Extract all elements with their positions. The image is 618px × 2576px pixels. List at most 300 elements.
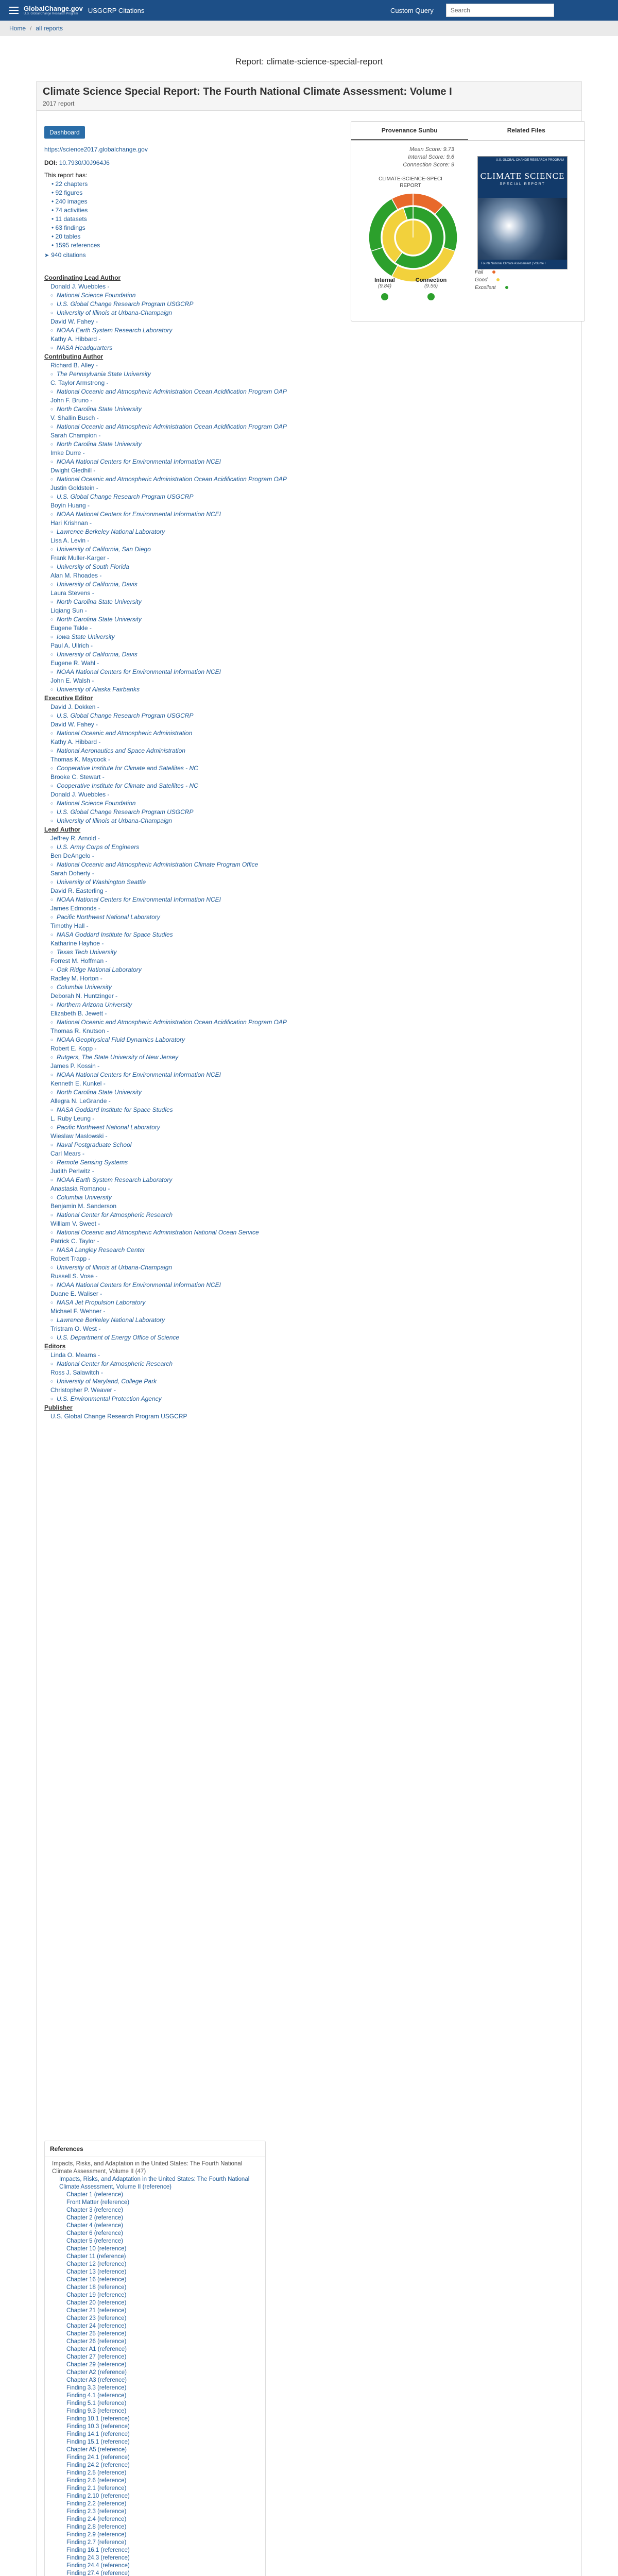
provenance-scores — [374, 146, 454, 169]
reference-item-link[interactable]: Chapter 27 (reference) — [66, 2354, 127, 2360]
reference-item-link[interactable]: Chapter 10 (reference) — [66, 2246, 127, 2252]
breadcrumb-separator: / — [30, 25, 32, 32]
report-stat-link[interactable]: 240 images — [55, 198, 88, 205]
reference-item-link[interactable]: Chapter 2 (reference) — [66, 2215, 123, 2221]
contributor-person — [44, 1097, 302, 1106]
citations-line — [44, 251, 302, 260]
reference-item-link[interactable]: Finding 9.3 (reference) — [66, 2408, 127, 2414]
cover-subtitle: SPECIAL REPORT — [500, 182, 545, 186]
contributor-name-link[interactable]: Justin Goldstein - — [50, 484, 98, 492]
reference-item-link[interactable]: Finding 2.2 (reference) — [66, 2501, 127, 2507]
contributor-name-link[interactable]: David R. Easterling - — [50, 887, 108, 894]
reference-item-link[interactable]: Finding 24.3 (reference) — [66, 2555, 130, 2561]
provenance-sunburst-chart[interactable] — [367, 191, 459, 284]
organization-link[interactable]: ○ U.S. Environmental Protection Agency — [57, 1395, 162, 1402]
contributor-person — [44, 449, 302, 457]
reference-child-link[interactable]: Impacts, Risks, and Adaptation in the United States: The Fourth National Climate Assessment, Volume II (reference) — [59, 2176, 250, 2190]
contributor-name-link[interactable]: Katharine Hayhoe - — [50, 940, 104, 947]
contributor-name-link[interactable]: Robert E. Kopp - — [50, 1045, 97, 1052]
legend-entry — [475, 276, 508, 284]
reference-item-link[interactable]: Chapter A5 (reference) — [66, 2447, 127, 2453]
reference-item-link[interactable]: Chapter A2 (reference) — [66, 2369, 127, 2376]
organization-link[interactable]: ○ NASA Langley Research Center — [57, 1246, 145, 1253]
reference-item-link[interactable]: Finding 2.4 (reference) — [66, 2516, 127, 2522]
contributor-organization — [44, 808, 302, 817]
report-stat-link[interactable]: 63 findings — [55, 224, 85, 231]
cover-org-text: U.S. GLOBAL CHANGE RESEARCH PROGRAM — [495, 159, 564, 162]
doi-label: DOI: — [44, 159, 58, 166]
contributor-name-link[interactable]: Radley M. Horton - — [50, 975, 102, 982]
reference-item-link[interactable]: Chapter 6 (reference) — [66, 2230, 123, 2236]
organization-link[interactable]: ○ National Oceanic and Atmospheric Administration — [57, 730, 193, 737]
cover-earth-image — [478, 198, 567, 260]
contributor-organization — [44, 387, 302, 396]
contributor-person — [44, 720, 302, 729]
contributor-name-link[interactable]: Michael F. Wehner - — [50, 1308, 106, 1315]
report-stat-link[interactable]: 74 activities — [55, 207, 88, 214]
contributor-name-link[interactable]: Eugene R. Wahl - — [50, 659, 99, 667]
reference-item-link[interactable]: Finding 15.1 (reference) — [66, 2439, 130, 2445]
reference-item-link[interactable]: Chapter A3 (reference) — [66, 2377, 127, 2383]
contributor-name-link[interactable]: Duane E. Waliser - — [50, 1290, 102, 1297]
contributor-name-link[interactable]: Jeffrey R. Arnold - — [50, 835, 100, 842]
breadcrumb — [0, 21, 618, 36]
page-title: Report: climate-science-special-report — [235, 57, 383, 66]
reference-item-link[interactable]: Finding 3.3 (reference) — [66, 2385, 127, 2391]
contributor-name-link[interactable]: V. Shallin Busch - — [50, 414, 99, 421]
report-panel — [36, 81, 582, 2576]
contributor-person — [44, 1027, 302, 1036]
contributor-name-link[interactable]: Ben DeAngelo - — [50, 852, 94, 859]
report-stat-item — [52, 232, 302, 241]
contributor-organization — [44, 930, 302, 939]
reference-item-link[interactable]: Finding 10.3 (reference) — [66, 2424, 130, 2430]
breadcrumb-all-reports[interactable]: all reports — [36, 25, 63, 32]
contributor-name-link[interactable]: Liqiang Sun - — [50, 607, 87, 614]
contributor-name-link[interactable]: Frank Muller-Karger - — [50, 554, 110, 562]
contributor-organization — [44, 493, 302, 501]
legend-color-dot — [496, 278, 500, 281]
contributor-name-link[interactable]: Richard B. Alley - — [50, 362, 98, 369]
contributor-person — [44, 414, 302, 422]
reference-item-link[interactable]: Chapter 11 (reference) — [66, 2253, 126, 2260]
reference-item-link[interactable]: Finding 24.2 (reference) — [66, 2462, 130, 2468]
report-stat-item — [52, 224, 302, 232]
organization-link[interactable]: ○ North Carolina State University — [57, 598, 142, 605]
contributor-name-link[interactable]: Ross J. Salawitch - — [50, 1369, 104, 1376]
contributor-person — [44, 1219, 302, 1228]
organization-link[interactable]: ○ NOAA Earth System Research Laboratory — [57, 1176, 173, 1183]
organization-link[interactable]: ○ North Carolina State University — [57, 616, 142, 623]
contributor-organization — [44, 1053, 302, 1062]
contributor-name-link[interactable]: Forrest M. Hoffman - — [50, 957, 108, 964]
contributor-person — [44, 641, 302, 650]
reference-item-link[interactable]: Finding 2.10 (reference) — [66, 2493, 130, 2499]
reference-item-link[interactable]: Finding 24.4 (reference) — [66, 2563, 130, 2569]
cover-title: CLIMATE SCIENCE — [480, 171, 565, 181]
contributor-organization — [44, 1360, 302, 1368]
contributor-name-link[interactable]: Kathy A. Hibbard - — [50, 335, 101, 343]
contributor-name-link[interactable]: Boyin Huang - — [50, 502, 90, 509]
contributor-person — [44, 1114, 302, 1123]
organization-link[interactable]: ○ University of Illinois at Urbana-Champaign — [57, 817, 173, 824]
contributor-person — [44, 1044, 302, 1053]
organization-link[interactable]: ○ NOAA National Centers for Environmental Information NCEI — [57, 668, 221, 675]
organization-link[interactable]: ○ The Pennsylvania State University — [57, 370, 151, 378]
organization-link[interactable]: ○ NASA Jet Propulsion Laboratory — [57, 1299, 146, 1306]
contributor-organization — [44, 764, 302, 773]
reference-item-link[interactable]: Finding 14.1 (reference) — [66, 2431, 130, 2437]
tab-provenance-sunburst[interactable]: Provenance Sunbu — [351, 122, 468, 140]
organization-link[interactable]: ○ National Oceanic and Atmospheric Administration Ocean Acidification Program OAP — [57, 423, 287, 430]
contributor-name-link[interactable]: Linda O. Mearns - — [50, 1351, 100, 1359]
organization-link[interactable]: ○ NOAA National Centers for Environmental Information NCEI — [57, 458, 221, 465]
contributor-name-link[interactable]: Deborah N. Huntzinger - — [50, 992, 118, 999]
organization-link[interactable]: ○ Lawrence Berkeley National Laboratory — [57, 528, 165, 535]
reference-item-link[interactable]: Front Matter (reference) — [66, 2199, 130, 2206]
reference-item-link[interactable]: Chapter 19 (reference) — [66, 2292, 127, 2298]
organization-link[interactable]: ○ Northern Arizona University — [57, 1001, 132, 1008]
reference-item-link[interactable]: Finding 24.1 (reference) — [66, 2454, 130, 2461]
report-stat-link[interactable]: 22 chapters — [55, 180, 88, 188]
contributor-name-link[interactable]: Russell S. Vose - — [50, 1273, 98, 1280]
organization-link[interactable]: ○ NOAA Geophysical Fluid Dynamics Laboratory — [57, 1036, 185, 1043]
contributor-name-link[interactable]: Imke Durre - — [50, 449, 85, 456]
contributor-name-link[interactable]: Donald J. Wuebbles - — [50, 791, 110, 798]
contributor-person — [44, 703, 302, 711]
contributor-name-link[interactable]: C. Taylor Armstrong - — [50, 379, 109, 386]
contributor-person — [44, 939, 302, 948]
legend-entry — [475, 268, 508, 276]
contributor-name-link[interactable]: John E. Walsh - — [50, 677, 94, 684]
organization-link[interactable]: ○ National Center for Atmospheric Research — [57, 1360, 173, 1367]
organization-link[interactable]: ○ University of South Florida — [57, 563, 129, 570]
reference-item-link[interactable]: Chapter A1 (reference) — [66, 2346, 127, 2352]
contributor-person — [44, 904, 302, 913]
citation-icon: ➤ — [44, 252, 49, 259]
organization-link[interactable]: ○ National Aeronautics and Space Administration — [57, 747, 185, 754]
reference-item-link[interactable]: Finding 2.8 (reference) — [66, 2524, 127, 2530]
contributor-person — [44, 676, 302, 685]
contributor-person — [44, 869, 302, 878]
report-stat-item — [52, 180, 302, 189]
report-stat-link[interactable]: 20 tables — [55, 233, 81, 240]
reference-item-link[interactable]: Chapter 29 (reference) — [66, 2362, 127, 2368]
contributor-name-link[interactable]: Sarah Doherty - — [50, 870, 94, 877]
organization-link[interactable]: ○ National Science Foundation — [57, 292, 136, 299]
contributor-organization — [44, 422, 302, 431]
organization-link[interactable]: ○ Pacific Northwest National Laboratory — [57, 1124, 160, 1131]
contributor-organization — [44, 370, 302, 379]
contributor-name-link[interactable]: Patrick C. Taylor - — [50, 1238, 99, 1245]
contributor-person — [44, 335, 302, 344]
contributor-name-link[interactable]: Robert Trapp - — [50, 1255, 91, 1262]
contributor-name-link[interactable]: Dwight Gledhill - — [50, 467, 96, 474]
sunburst-legend — [475, 268, 508, 292]
contributor-name-link[interactable]: Timothy Hall - — [50, 922, 89, 929]
organization-link[interactable]: ○ National Center for Atmospheric Research — [57, 1211, 173, 1218]
reference-item-link[interactable]: Chapter 12 (reference) — [66, 2261, 127, 2267]
contributor-name-link[interactable]: Paul A. Ullrich - — [50, 642, 93, 649]
organization-link[interactable]: ○ NOAA National Centers for Environmental Information NCEI — [57, 896, 221, 903]
report-stat-item — [52, 197, 302, 206]
organization-link[interactable]: ○ National Oceanic and Atmospheric Administration Climate Program Office — [57, 861, 259, 868]
contributor-person — [44, 1307, 302, 1316]
contributor-person — [44, 466, 302, 475]
reference-item-link[interactable]: Chapter 20 (reference) — [66, 2300, 127, 2306]
contributor-name-link[interactable]: Hari Krishnan - — [50, 519, 92, 527]
sunburst-segment-inner[interactable] — [396, 220, 431, 255]
contributor-name-link[interactable]: Brooke C. Stewart - — [50, 773, 105, 781]
contributor-person — [44, 484, 302, 493]
contributor-name-link[interactable]: Thomas R. Knutson - — [50, 1027, 109, 1035]
organization-link[interactable]: ○ NASA Headquarters — [57, 344, 113, 351]
contributor-name-link[interactable]: Kenneth E. Kunkel - — [50, 1080, 106, 1087]
organization-link[interactable]: ○ National Science Foundation — [57, 800, 136, 807]
contributor-organization — [44, 1141, 302, 1149]
contributor-role-heading: Coordinating Lead Author — [44, 274, 121, 281]
organization-link[interactable]: ○ NASA Goddard Institute for Space Studies — [57, 1106, 173, 1113]
globalchange-logo[interactable] — [24, 5, 83, 15]
contributor-name-link[interactable]: Wieslaw Maslowski - — [50, 1132, 108, 1140]
organization-link[interactable]: ○ U.S. Global Change Research Program USGCRP — [57, 712, 194, 719]
organization-link[interactable]: ○ National Oceanic and Atmospheric Administration Ocean Acidification Program OAP — [57, 476, 287, 483]
contributor-person — [44, 1202, 302, 1211]
logo-main-text: GlobalChange.gov — [24, 5, 83, 13]
organization-link[interactable]: ○ NOAA National Centers for Environmental Information NCEI — [57, 1071, 221, 1078]
contributor-name-link[interactable]: Laura Stevens - — [50, 589, 94, 597]
contributor-name-link[interactable]: Carl Mears - — [50, 1150, 85, 1157]
contributor-name-link[interactable]: Elizabeth B. Jewett - — [50, 1010, 107, 1017]
contributor-organization — [44, 799, 302, 808]
contributor-person — [44, 1412, 302, 1421]
contributor-name-link[interactable]: L. Ruby Leung - — [50, 1115, 95, 1122]
reference-item-link[interactable]: Chapter 4 (reference) — [66, 2223, 123, 2229]
contributor-organization — [44, 843, 302, 852]
contributor-organization — [44, 1228, 302, 1237]
reference-list — [59, 2191, 258, 2576]
reference-item-link[interactable]: Finding 5.1 (reference) — [66, 2400, 127, 2406]
contributor-organization — [44, 729, 302, 738]
reference-item-link[interactable]: Chapter 1 (reference) — [66, 2192, 123, 2198]
contributor-organization — [44, 668, 302, 676]
contributor-name-link[interactable]: Allegra N. LeGrande - — [50, 1097, 111, 1105]
contributor-person — [44, 1351, 302, 1360]
contributor-name-link[interactable]: Kathy A. Hibbard - — [50, 738, 101, 745]
organization-link[interactable]: ○ University of California, Davis — [57, 651, 138, 658]
organization-link[interactable]: ○ NASA Goddard Institute for Space Studies — [57, 931, 173, 938]
organization-link[interactable]: ○ National Oceanic and Atmospheric Administration Ocean Acidification Program OAP — [57, 1019, 287, 1026]
contributor-name-link[interactable]: Donald J. Wuebbles - — [50, 283, 110, 290]
mean-score: Mean Score: 9.73 — [409, 146, 454, 152]
organization-link[interactable]: ○ U.S. Global Change Research Program USGCRP — [57, 808, 194, 816]
organization-link[interactable]: ○ University of Maryland, College Park — [57, 1378, 157, 1385]
reference-item-link[interactable]: Chapter 24 (reference) — [66, 2323, 127, 2329]
report-cover-image[interactable] — [477, 156, 568, 269]
organization-link[interactable]: ○ U.S. Global Change Research Program USGCRP — [57, 493, 194, 500]
organization-link[interactable]: ○ University of Washington Seattle — [57, 878, 146, 886]
organization-link[interactable]: ○ University of Illinois at Urbana-Champaign — [57, 1264, 173, 1271]
contributor-person — [44, 1079, 302, 1088]
contributor-organization — [44, 860, 302, 869]
organization-link[interactable]: ○ Lawrence Berkeley National Laboratory — [57, 1316, 165, 1324]
contributor-name-link[interactable]: James Edmonds - — [50, 905, 100, 912]
contributor-name-link[interactable]: David W. Fahey - — [50, 721, 98, 728]
organization-link[interactable]: ○ NOAA Earth System Research Laboratory — [57, 327, 173, 334]
reference-item-link[interactable]: Finding 2.5 (reference) — [66, 2470, 127, 2476]
contributor-organization — [44, 983, 302, 992]
contributor-person — [44, 624, 302, 633]
dashboard-button[interactable]: Dashboard — [44, 126, 85, 139]
reference-item-link[interactable]: Finding 2.7 (reference) — [66, 2539, 127, 2546]
contributor-name-link[interactable]: U.S. Global Change Research Program USGCRP — [50, 1413, 187, 1420]
contributor-organization — [44, 563, 302, 571]
search-input[interactable] — [446, 4, 554, 17]
contributor-organization — [44, 615, 302, 624]
legend-color-dot — [492, 270, 495, 274]
contributor-organization — [44, 291, 302, 300]
organization-link[interactable]: ○ University of California, Davis — [57, 581, 138, 588]
organization-link[interactable]: ○ North Carolina State University — [57, 1089, 142, 1096]
contributor-organization — [44, 948, 302, 957]
contributor-organization — [44, 1088, 302, 1097]
organization-link[interactable]: ○ Iowa State University — [57, 633, 115, 640]
report-stat-link[interactable]: 1595 references — [55, 242, 100, 249]
citations-link[interactable]: 940 citations — [51, 251, 86, 259]
organization-link[interactable]: ○ North Carolina State University — [57, 440, 142, 448]
hamburger-menu-icon[interactable] — [9, 7, 19, 14]
contributor-name-link[interactable]: David W. Fahey - — [50, 318, 98, 325]
reference-item-link[interactable]: Chapter 18 (reference) — [66, 2284, 127, 2291]
references-panel — [44, 2141, 266, 2576]
contributor-organization — [44, 326, 302, 335]
reference-item-link[interactable]: Chapter 26 (reference) — [66, 2338, 127, 2345]
contributor-organization — [44, 1246, 302, 1255]
report-details — [44, 126, 302, 1421]
contributor-organization — [44, 475, 302, 484]
organization-link[interactable]: ○ North Carolina State University — [57, 405, 142, 413]
breadcrumb-home[interactable]: Home — [9, 25, 26, 32]
provenance-tabs — [351, 122, 585, 141]
reference-item-link[interactable]: Finding 2.1 (reference) — [66, 2485, 127, 2492]
contributor-name-link[interactable]: James P. Kossin - — [50, 1062, 100, 1070]
contributor-name-link[interactable]: Lisa A. Levin - — [50, 537, 90, 544]
reference-item-link[interactable]: Finding 4.1 (reference) — [66, 2393, 127, 2399]
contributor-name-link[interactable]: Christopher P. Weaver - — [50, 1386, 116, 1394]
organization-link[interactable]: ○ U.S. Department of Energy Office of Science — [57, 1334, 180, 1341]
reference-item-link[interactable]: Chapter 21 (reference) — [66, 2308, 127, 2314]
contributor-name-link[interactable]: Anastasia Romanou - — [50, 1185, 110, 1192]
contributor-name-link[interactable]: Thomas K. Maycock - — [50, 756, 111, 763]
reference-item-link[interactable]: Finding 2.6 (reference) — [66, 2478, 127, 2484]
tab-related-files[interactable]: Related Files — [507, 127, 545, 134]
reference-item-link[interactable]: Chapter 23 (reference) — [66, 2315, 127, 2321]
report-stat-link[interactable]: 92 figures — [55, 189, 83, 196]
report-url-link[interactable]: https://science2017.globalchange.gov — [44, 146, 148, 153]
contributor-person — [44, 361, 302, 370]
contributor-organization — [44, 747, 302, 755]
contributor-organization — [44, 1281, 302, 1290]
contributor-organization — [44, 711, 302, 720]
contributor-name-link[interactable]: Benjamin M. Sanderson — [50, 1202, 117, 1210]
contributor-organization — [44, 545, 302, 554]
contributor-organization — [44, 405, 302, 414]
contributor-name-link[interactable]: Eugene Takle - — [50, 624, 92, 632]
organization-link[interactable]: ○ NOAA National Centers for Environmental Information NCEI — [57, 511, 221, 518]
report-stat-item — [52, 241, 302, 250]
contributor-name-link[interactable]: Sarah Champion - — [50, 432, 101, 439]
organization-link[interactable]: ○ University of Alaska Fairbanks — [57, 686, 140, 693]
organization-link[interactable]: ○ Cooperative Institute for Climate and Satellites - NC — [57, 765, 198, 772]
reference-item-link[interactable]: Finding 10.1 (reference) — [66, 2416, 130, 2422]
contributor-organization — [44, 440, 302, 449]
organization-link[interactable]: ○ Rutgers, The State University of New Jersey — [57, 1054, 179, 1061]
contributor-organization — [44, 1298, 302, 1307]
organization-link[interactable]: ○ NOAA National Centers for Environmental Information NCEI — [57, 1281, 221, 1289]
organization-link[interactable]: ○ Oak Ridge National Laboratory — [57, 966, 142, 973]
contributor-organization — [44, 1176, 302, 1184]
reference-item-link[interactable]: Chapter 5 (reference) — [66, 2238, 123, 2244]
organization-link[interactable]: ○ Columbia University — [57, 984, 112, 991]
contributor-organization — [44, 457, 302, 466]
contributor-name-link[interactable]: William V. Sweet - — [50, 1220, 100, 1227]
contributor-person — [44, 790, 302, 799]
contributor-person — [44, 282, 302, 291]
contributor-person — [44, 834, 302, 843]
contributor-person — [44, 1255, 302, 1263]
organization-link[interactable]: ○ Remote Sensing Systems — [57, 1159, 128, 1166]
organization-link[interactable]: ○ University of California, San Diego — [57, 546, 151, 553]
contributor-name-link[interactable]: Judith Perlwitz - — [50, 1167, 94, 1175]
contributor-organization — [44, 1333, 302, 1342]
site-title[interactable]: USGCRP Citations — [88, 6, 145, 14]
reference-item-link[interactable]: Finding 27.4 (reference) — [66, 2570, 130, 2576]
organization-link[interactable]: ○ Cooperative Institute for Climate and Satellites - NC — [57, 782, 198, 789]
contributor-name-link[interactable]: David J. Dokken - — [50, 703, 99, 710]
contributor-name-link[interactable]: Alan M. Rhoades - — [50, 572, 102, 579]
reference-item-link[interactable]: Finding 2.9 (reference) — [66, 2532, 127, 2538]
internal-score: Internal Score: 9.6 — [408, 154, 454, 160]
organization-link[interactable]: ○ National Oceanic and Atmospheric Administration National Ocean Service — [57, 1229, 259, 1236]
contributor-name-link[interactable]: Tristram O. West - — [50, 1325, 101, 1332]
contributor-person — [44, 738, 302, 747]
reference-item-link[interactable]: Chapter 16 (reference) — [66, 2277, 127, 2283]
organization-link[interactable]: ○ Pacific Northwest National Laboratory — [57, 913, 160, 921]
doi-link[interactable]: 10.7930/J0J964J6 — [59, 159, 110, 166]
organization-link[interactable]: ○ U.S. Global Change Research Program USGCRP — [57, 300, 194, 308]
contributor-name-link[interactable]: John F. Bruno - — [50, 397, 93, 404]
internal-metric — [362, 277, 408, 300]
organization-link[interactable]: ○ Texas Tech University — [57, 948, 117, 956]
custom-query-link[interactable]: Custom Query — [390, 6, 434, 14]
reference-item-link[interactable]: Chapter 13 (reference) — [66, 2269, 127, 2275]
reference-item-link[interactable]: Chapter 25 (reference) — [66, 2331, 127, 2337]
organization-link[interactable]: ○ Columbia University — [57, 1194, 112, 1201]
report-stat-item — [52, 215, 302, 224]
report-panel-header — [37, 82, 581, 111]
organization-link[interactable]: ○ Naval Postgraduate School — [57, 1141, 132, 1148]
contributor-person — [44, 431, 302, 440]
reference-item-link[interactable]: Chapter 3 (reference) — [66, 2207, 123, 2213]
contributor-person — [44, 755, 302, 764]
legend-label: Fail — [475, 269, 484, 275]
reference-item-link[interactable]: Finding 2.3 (reference) — [66, 2509, 127, 2515]
organization-link[interactable]: ○ University of Illinois at Urbana-Champaign — [57, 309, 173, 316]
report-stat-link[interactable]: 11 datasets — [55, 215, 87, 223]
organization-link[interactable]: ○ U.S. Army Corps of Engineers — [57, 843, 140, 851]
organization-link[interactable]: ○ National Oceanic and Atmospheric Administration Ocean Acidification Program OAP — [57, 388, 287, 395]
reference-item-link[interactable]: Finding 16.1 (reference) — [66, 2547, 130, 2553]
